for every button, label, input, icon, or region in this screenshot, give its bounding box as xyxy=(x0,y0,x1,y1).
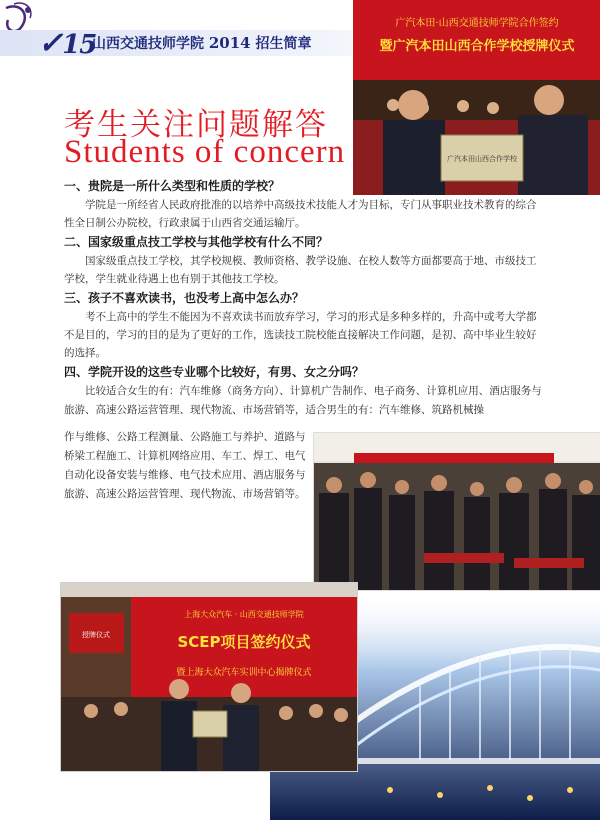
header-year: 2014 xyxy=(208,34,251,52)
photo-honda-signing xyxy=(353,0,600,195)
question-3: 三、孩子不喜欢读书，也没考上高中怎么办？ xyxy=(64,291,305,305)
question-2: 二、国家级重点技工学校与其他学校有什么不同？ xyxy=(64,235,329,249)
answer-1: 学院是一所经省人民政府批准的以培养中高级技术技能人才为目标，专门从事职业技术教育的综合性全日制公办院校，行政隶属于山西省交通运输厅。 xyxy=(64,199,537,229)
school-name: 山西交通技师学院 xyxy=(92,36,204,52)
answer-3: 考不上高中的学生不能因为不喜欢读书而放弃学习，学习的形式是多种多样的，升高中或考大学都不是目的，学习的目的是为了更好的工作，选读技工院校能直接解决工作问题，是初、高中毕业生较好的选择。 xyxy=(64,311,537,359)
answer-2: 国家级重点技工学校，其学校规模、教师资格、教学设施、在校人数等方面都要高于地、市级技工学校，学生就业待遇上也有别于其他技工学校。 xyxy=(64,255,537,285)
answer-4-part1: 比较适合女生的有：汽车维修（商务方向）、计算机广告制作、电子商务、计算机应用、酒店服务与旅游、高速公路运营管理、现代物流、市场营销等，适合男生的有：汽车维修、筑路机械操 xyxy=(64,385,542,416)
qa-section xyxy=(64,176,542,420)
photo3-banner-line2: SCEP项目签约仪式 xyxy=(177,633,311,651)
photo3-screen-text: 授牌仪式 xyxy=(82,631,110,639)
header-subtitle: 招生简章 xyxy=(255,36,312,52)
page-title-en: Students of concern xyxy=(64,134,346,170)
photo3-banner-line1: 上海大众汽车 · 山西交通技师学院 xyxy=(184,610,304,619)
header-title xyxy=(92,33,312,53)
answer-4-part2: 作与维修、公路工程测量、公路施工与养护、道路与桥梁工程施工、计算机网络应用、车工、焊工、电气自动化设备安装与维修、电气技术应用、酒店服务与旅游、高速公路运营管理、现代物流、市场营销等。 xyxy=(64,431,306,500)
photo1-banner-line2: 暨广汽本田山西合作学校授牌仪式 xyxy=(379,39,575,54)
photo-scep-signing xyxy=(60,582,358,772)
photo3-banner-line3: 暨上海大众汽车实训中心揭牌仪式 xyxy=(176,668,312,678)
photo1-banner-line1: 广汽本田·山西交通技师学院合作签约 xyxy=(395,18,559,29)
question-1: 一、贵院是一所什么类型和性质的学校？ xyxy=(64,179,281,193)
page-title-cn: 考生关注问题解答 xyxy=(64,107,328,143)
page-number: ✓15 xyxy=(38,26,97,61)
photo1-plaque-text: 广汽本田山西合作学校 xyxy=(447,155,517,163)
question-4: 四、学院开设的这些专业哪个比较好，有男、女之分吗？ xyxy=(64,365,365,379)
photo-audience-hall xyxy=(313,432,600,591)
